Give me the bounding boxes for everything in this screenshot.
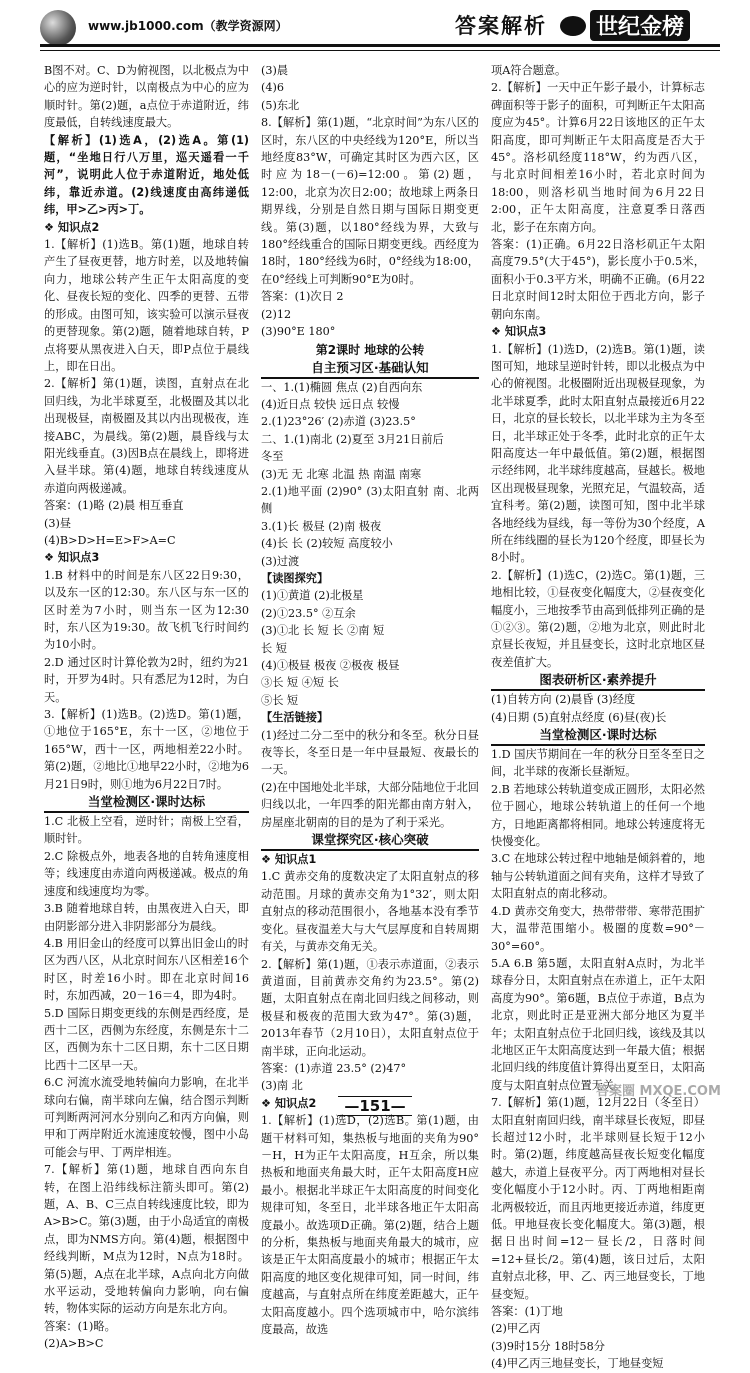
- brand-name: 世纪金榜: [590, 10, 690, 41]
- answer-column-middle: [261, 62, 479, 1338]
- answer-line: (3)无 无 北寒 北温 热 南温 南寒: [261, 467, 422, 481]
- section-heading: 自主预习区·基础认知: [261, 359, 479, 379]
- answer-line: (3)昼: [44, 516, 72, 530]
- answer-line: 5.A 6.B 第5题，太阳直射A点时，为北半球春分日，太阳直射点在赤道上，正午太阳高度为90°。第6题，B点位于赤道，B点为北京，则此时正是亚洲大部分地区为夏半年；太阳直射点位于北回归线，该线及其以北地区正午太阳高度达到一年最大值；根据北回归线的纬度值计算得出夏至日，太阳高度与太阳直射点位置无关。: [491, 956, 705, 1092]
- answer-line: 8.【解析】第(1)题，“北京时间”为东八区的区时，东八区的中央经线为120°E，所以当地经度83°W，可确定其时区为西六区，区时应为18－(－6)=12:00。第(2)题，12:00，北京为次日2:00；故地球上两条日期界线，分别是自然日期与国际日期变更线。第(3)题，以180°经线为界，大致与180°经线重合的国际日期变更线。西经度为18时，180°经线为6时，0°经线为18:00，在0°经线上可判断90°E为0时。: [261, 116, 479, 286]
- answer-line: (3)南 北: [261, 1079, 303, 1093]
- answer-line: 冬至: [261, 450, 284, 464]
- section-heading: 当堂检测区·课时达标: [44, 793, 249, 813]
- answer-line: (2)甲乙丙: [491, 1322, 541, 1336]
- answer-line: 2.【解析】一天中正午影子最小，计算标志碑面积等于影子的面积，可判断正午太阳高度应为45°。计算6月22日该地区的正午太阳高度，即可判断正午太阳高度是否大于45°。洛杉矶经度118°W，约为西八区，与北京时间相差16小时，若北京时间为18:00，则洛杉矶当地时间为6月22日2:00，正午太阳高度，注意夏季日落西北，影子在东南方向。: [491, 81, 705, 234]
- answer-line: (3)晨: [261, 64, 289, 77]
- header-title: 答案解析: [455, 14, 547, 38]
- answer-line: (4)甲乙丙三地昼变长，丁地昼变短: [491, 1357, 664, 1371]
- answer-line: 二、1.(1)南北 (2)夏至 3月21日前后: [261, 432, 444, 446]
- answer-line: (4)日期 (5)直射点经度 (6)昼(夜)长: [491, 710, 667, 724]
- globe-logo-icon: [40, 10, 76, 46]
- section-heading: 图表研析区·素养提升: [491, 671, 705, 691]
- answer-line: 2.D 通过区时计算伦敦为2时，纽约为21时，开罗为4时。只有悉尼为12时，为白天。: [44, 655, 249, 704]
- answer-line: (3)①北 长 短 长 ②南 短: [261, 624, 385, 638]
- answer-line: 2.【解析】第(1)题，读图，直射点在北回归线，为北半球夏至，北极圈及其以北出现极昼，南极圈及其以内出现极夜，连接ABC，为晨线。第(2)题，晨昏线与太阳光线垂直。(3)因B点在晨线上，即将进入昼半球。第(4)题，地球自转线速度从赤道向两极递减。: [44, 377, 249, 495]
- answer-line: 答案：(1)略。: [44, 1319, 116, 1333]
- header-rule: [40, 44, 720, 47]
- answer-line: 3.【解析】(1)选B。(2)选D。第(1)题，①地位于165°E，东十一区，②地位于165°W，西十一区，两地相差22小时。第(2)题，②地比①地早22小时，②地为6月21日9时，则①地为6月22日7时。: [44, 708, 250, 791]
- answer-line: 2.【解析】(1)选C，(2)选C。第(1)题，三地相比较，①昼夜变化幅度大，②昼夜变化幅度小，三地按季节由高到低排列正确的是①②③。第(2)题，②地为北京，则此时北京昼长夜短，并且昼变长，这时北京地区昼夜差值扩大。: [491, 568, 705, 669]
- answer-line: (4)长 长 (2)较短 高度较小: [261, 537, 393, 551]
- answer-line: (4)6: [261, 81, 284, 95]
- answer-line: (3)90°E 180°: [261, 325, 336, 339]
- answer-line: 【解析】(1)选A，(2)选A。第(1)题，“坐地日行八万里，巡天遥看一千河”，说明此人位于赤道附近，地处低纬，靠近赤道。(2)线速度由高纬递低纬，甲>乙>丙>丁。: [44, 133, 249, 217]
- answer-line: 4.D 黄赤交角变大，热带带带、寒带范围扩大，温带范围缩小。极圈的度数=90°－30°=60°。: [491, 904, 705, 953]
- answer-line: 答案：(1)略 (2)晨 相互垂直: [44, 499, 184, 513]
- answer-line: (4)近日点 较快 远日点 较慢: [261, 397, 400, 411]
- answer-line: 3.C 在地球公转过程中地轴是倾斜着的，地轴与公转轨道面之间有夹角，这样才导致了太阳直射点的南北移动。: [491, 852, 705, 901]
- answer-line: 5.D 国际日期变更线的东侧是西经度，是西十二区，西侧为东经度，东侧是东十二区，西侧为东十二区日期，东十二区日期比西十二区早一天。: [44, 1006, 249, 1072]
- answer-line: 1.C 黄赤交角的度数决定了太阳直射点的移动范围。月球的黄赤交角为1°32′，则太阳直射点的移动范围很小，各地基本没有季节变化。昼夜温差大与大气层厚度和自转周期有关，与黄赤交角无关。: [261, 870, 479, 954]
- answer-line: 2.(1)地平面 (2)90° (3)太阳直射 南、北两侧: [261, 484, 479, 516]
- answer-line: 2.C 除极点外，地表各地的自转角速度相等；线速度由赤道向两极递减。极点的角速度和线速度均为零。: [44, 849, 249, 898]
- answer-line: 答案：(1)次日 2: [261, 290, 344, 304]
- knowledge-point-heading: ❖ 知识点2: [44, 220, 100, 234]
- brand-emblem-icon: [560, 16, 586, 36]
- lesson-title: 第2课时 地球的公转: [315, 342, 425, 357]
- answer-line: (5)东北: [261, 98, 300, 112]
- answer-line: 2.【解析】第(1)题，①表示赤道面，②表示黄道面，目前黄赤交角约为23.5°。第(2)题，太阳直射点在南北回归线之间移动，则极昼和极夜的范围大致为47°。第(3)题，2013年春节（2月10日），太阳直射点位于南半球，正向北运动。: [261, 957, 479, 1058]
- answer-line: (2)A>B>C: [44, 1337, 104, 1351]
- page-number: —151—: [338, 1096, 411, 1116]
- section-heading: 当堂检测区·课时达标: [491, 726, 705, 746]
- answer-line: (3)过渡: [261, 554, 300, 568]
- answer-line: 答案：(1)正确。6月22日洛杉矶正午太阳高度79.5°(大于45°)，影长度小于0.5米，面积小于0.3平方米，明确不正确。(6月22日北京时间12时太阳位于西北方向，影子朝向东南。: [491, 238, 705, 321]
- knowledge-point-heading: ❖ 知识点2: [261, 1096, 317, 1110]
- knowledge-point-heading: ❖ 知识点3: [491, 325, 547, 339]
- page-header: [0, 0, 750, 62]
- watermark: 答案圈 MXQE.COM: [596, 1084, 721, 1099]
- answer-line: 答案：(1)丁地: [491, 1305, 563, 1319]
- answer-line: 答案：(1)赤道 23.5° (2)47°: [261, 1061, 407, 1075]
- answer-line: 长 短: [261, 641, 287, 655]
- answer-column-right: [491, 62, 705, 1373]
- answer-line: 3.B 随着地球自转，由黑夜进入白天，即由阴影部分进入非阴影部分为晨线。: [44, 902, 249, 933]
- site-url: www.jb1000.com（教学资源网）: [88, 19, 288, 33]
- answer-line: 【生活链接】: [261, 711, 329, 725]
- answer-line: 1.B 材料中的时间是东八区22日9:30，以及东一区的12:30。东八区与东一区的区时差为7小时，则当东一区为12:30时，东八区为19:30。故飞机飞行时间约为10小时。: [44, 568, 249, 652]
- answer-line: (1)①黄道 (2)北极星: [261, 589, 364, 603]
- answer-line: B图不对。C、D为俯视图，以北极点为中心的应为逆时针，以南极点为中心的应为顺时针。第(2)题，a点位于赤道附近，纬度最低，自转线速度最大。: [44, 64, 249, 130]
- answer-line: 3.(1)长 极昼 (2)南 极夜: [261, 519, 382, 533]
- answer-line: 1.【解析】(1)选D，(2)选B。第(1)题，读图可知，地球呈逆时针转，即以北极点为中心的俯视图。北极圈附近出现极昼现象，为北半球夏季，此时太阳直射点最接近6月22日，北京的昼长较长，以北半球为主为冬至日，北半球正处于冬季，此时北京的正午太阳高度达一年中最低值。第(2)题，根据图示经纬网，北半球纬度越高，昼越长。极地区出现极昼现象，光照充足，气温较高，适宜科考。第(2)题，读图可知，图中北半球各地经线为昼线，每一等份为30个经度，A所在纬线圈的昼长为120个经度，即昼长为8小时。: [491, 342, 705, 565]
- section-heading: 课堂探究区·核心突破: [261, 831, 479, 851]
- knowledge-point-heading: ❖ 知识点1: [261, 853, 317, 867]
- answer-line: (4)B>D>H=E>F>A=C: [44, 533, 176, 547]
- answer-line: (2)在中国地处北半球，大部分陆地位于北回归线以北，一年四季的阳光都由南方射入，房屋座北朝南的目的是为了利于采光。: [261, 780, 479, 829]
- answer-line: 6.C 河流水流受地转偏向力影响，在北半球向右偏，南半球向左偏，结合图示判断可判断两河河水分别向乙和丙方向偏，则甲和丁两岸附近水流速度较慢，图中小岛可能会与甲、丁两岸相连。: [44, 1076, 249, 1159]
- answer-line: 项A符合题意。: [491, 64, 567, 77]
- knowledge-point-heading: ❖ 知识点3: [44, 551, 100, 565]
- answer-line: 4.B 用旧金山的经度可以算出旧金山的时区为西八区，从北京时间东八区相差16个时区，时差16小时。即在北京时间16时，东加西减，20－16＝4，即为4时。: [44, 936, 249, 1003]
- answer-line: (3)9时15分 18时58分: [491, 1339, 605, 1353]
- answer-line: 7.【解析】第(1)题，地球自西向东自转，在图上沿纬线标注箭头即可。第(2)题，A、B、C三点自转线速度比较，即为A>B>C。第(3)题，由于小岛适宜的南极点，即为NMS方向。第(4)题，根据图中经线判断，M点为12时，N点为18时。第(5)题，A点在北半球，A点向北方向做水平运动，受地转偏向力影响，向右偏转，物体实际的运动方向是东北方向。: [44, 1163, 249, 1316]
- answer-column-left: [44, 62, 249, 1353]
- answer-line: 1.【解析】(1)选B。第(1)题，地球自转产生了昼夜更替，地方时差，以及地转偏向力，地球公转产生正午太阳高度的变化、昼夜长短的变化、四季的更替、五带的形成。由图可知，该实验可以演示昼夜的更替现象。第(2)题，随着地球自转，P点将要从黑夜进入白天，即P点位于晨线上，即在日出。: [44, 238, 249, 373]
- answer-line: 一、1.(1)椭圆 焦点 (2)自西向东: [261, 380, 423, 394]
- answer-line: 7.【解析】第(1)题，12月22日（冬至日）太阳直射南回归线，南半球昼长夜短，即昼长超过12小时，北半球则昼长短于12小时。第(2)题，纬度越高昼夜长短变化幅度越大，赤道上昼夜平分。丙丁两地相对昼长变化幅度小于12小时。丙、丁两地相距南北两极较近，而且丙地更接近赤道，纬度更低。甲地昼夜长变化幅度大。第(3)题，根据日出时间=12－昼长/2，日落时间=12+昼长/2。第(4)题，该日过后，太阳直射点北移，甲、乙、丙三地昼变长，丁地昼变短。: [491, 1096, 705, 1301]
- answer-line: ③长 短 ④短 长: [261, 676, 339, 690]
- answer-line: 1.【解析】(1)选D，(2)选B。第(1)题，由题干材料可知，集热板与地面的夹角为90°－H，H为正午太阳高度，H互余，所以集热板和地面夹角最大时，正午太阳高度H应最小。根据北半球正午太阳高度的时间变化规律可知，冬至日，北半球各地正午太阳高度最小。故选项D正确。第(2)题，结合上题的分析，集热板与地面夹角最大的城市，应该是正午太阳高度最小的城市；根据正午太阳高度的地区变化规律可知，同一时间，纬度越高，与直射点所在纬度差距越大，正午太阳高度越小。四个选项城市中，哈尔滨纬度最高，故选: [261, 1114, 479, 1337]
- answer-line: 2.B 若地球公转轨道变成正圆形，太阳必然位于圆心，地球公转轨道上的任何一个地方，日地距离都将相同。地球公转速度将无快慢变化。: [491, 782, 705, 849]
- answer-line: 2.(1)23°26′ (2)赤道 (3)23.5°: [261, 415, 416, 429]
- answer-line: (2)12: [261, 307, 292, 321]
- answer-line: 1.C 北极上空看，逆时针；南极上空看，顺时针。: [44, 815, 249, 846]
- answer-line: ⑤长 短: [261, 693, 299, 707]
- answer-line: (1)经过二分二至中的秋分和冬至。秋分日昼夜等长，冬至日是一年中昼最短、夜最长的一天。: [261, 728, 479, 777]
- answer-line: (1)自转方向 (2)晨昏 (3)经度: [491, 693, 636, 707]
- answer-line: 【读图探究】: [261, 571, 329, 585]
- answer-line: (2)①23.5° ②互余: [261, 606, 356, 620]
- answer-line: (4)①极昼 极夜 ②极夜 极昼: [261, 659, 400, 672]
- answer-line: 1.D 国庆节期间在一年的秋分日至冬至日之间，北半球的夜渐长昼渐短。: [491, 748, 705, 779]
- header-rule-thin: [40, 50, 720, 51]
